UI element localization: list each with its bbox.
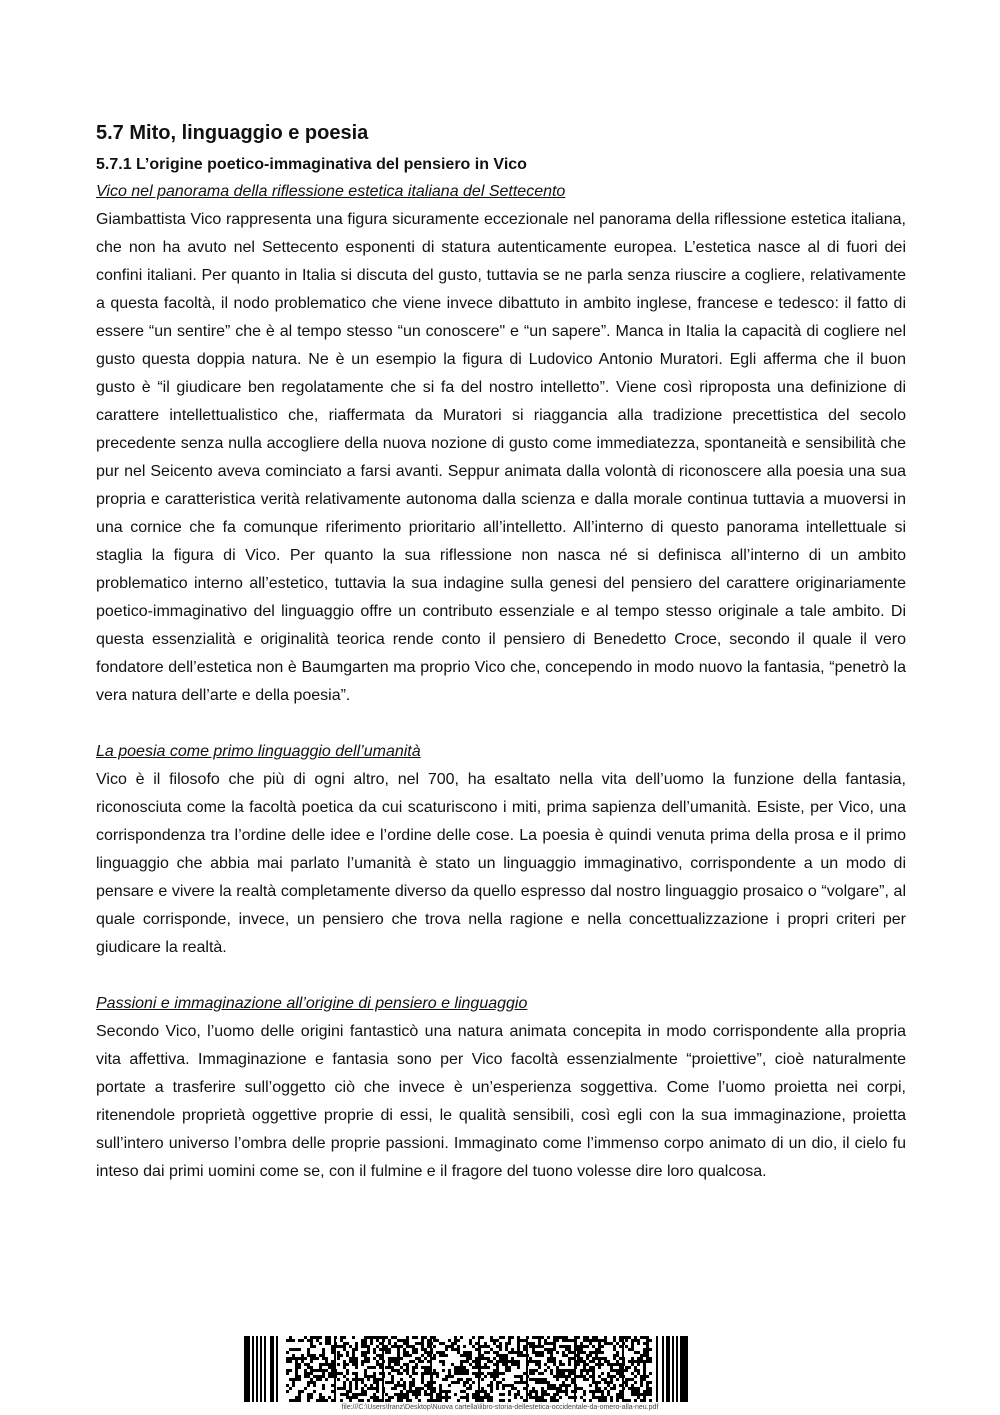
- paragraph-poesia-linguaggio: Vico è il filosofo che più di ogni altro, nel 700, ha esaltato nella vita dell’uomo la funzione della fantasia, riconosciuta come la facoltà poetica da cui scaturiscono i miti, prima sapienza dell’umanità. Esiste, per Vico, una corrispondenza tra l’ordine delle idee e l’ordine delle cose. La poesia è quindi venuta prima della prosa e il primo linguaggio che abbia mai parlato l’umanità è stato un linguaggio immaginativo, corrispondente a un modo di pensare e vivere la realtà completamente diverso da quello espresso dal nostro linguaggio prosaico o “volgare”, al quale corrisponde, invece, un pensiero che trova nella ragione e nella concettualizzazione i propri criteri per giudicare la realtà.: [96, 771, 906, 956]
- subsection-title: 5.7.1 L’origine poetico-immaginativa del pensiero in Vico: [96, 156, 527, 173]
- section-heading-poesia-linguaggio: La poesia come primo linguaggio dell’umanità: [96, 743, 421, 760]
- paragraph-vico-panorama: Giambattista Vico rappresenta una figura sicuramente eccezionale nel panorama della riflessione estetica italiana, che non ha avuto nel Settecento esponenti di statura autenticamente europea. L’estetica nasce al di fuori dei confini italiani. Per quanto in Italia si discuta del gusto, tuttavia se ne parla senza riuscire a cogliere, relativamente a questa facoltà, il nodo problematico che viene invece dibattuto in ambito inglese, francese e tedesco: il fatto di essere “un sentire” che è al tempo stesso “un conoscere" e “un sapere”. Manca in Italia la capacità di cogliere nel gusto questa doppia natura. Ne è un esempio la figura di Ludovico Antonio Muratori. Egli afferma che il buon gusto è “il giudicare ben regolatamente che si fa del nostro intelletto”. Viene così riproposta una definizione di carattere intellettualistico che, riaffermata da Muratori si riaggancia alla tradizione precettistica del secolo precedente senza nulla accogliere della nuova nozione di gusto come immediatezza, spontaneità e sensibilità che pur nel Seicento aveva cominciato a farsi avanti. Seppur animata dalla volontà di riconoscere alla poesia una sua propria e caratteristica verità relativamente autonoma dalla scienza e dalla morale continua tuttavia a muoversi in una cornice che fa comunque riferimento prioritario all’intelletto. All’interno di questo panorama intellettuale si staglia la figura di Vico. Per quanto la sua riflessione non nasca né si definisca all’interno di un ambito problematico interno all’estetico, tuttavia la sua indagine sulla genesi del pensiero del carattere originariamente poetico-immaginativo del linguaggio offre un contributo essenziale e al tempo stesso originale a tale ambito. Di questa essenzialità e originalità teorica rende conto il pensiero di Benedetto Croce, secondo il quale il vero fondatore dell’estetica non è Baumgarten ma proprio Vico che, concependo in modo nuovo la fantasia, “penetrò la vera natura dell’arte e della poesia”.: [96, 211, 906, 704]
- footer-file-path: file:///C:\Users\franz\Desktop\Nuova cartella\libro-storia-dellestetica-occidentale-da-omero-alla-neu.pdf: [341, 1404, 659, 1411]
- barcode-image: [244, 1336, 688, 1402]
- paragraph-gap: [96, 710, 906, 738]
- section-heading-vico-panorama: Vico nel panorama della riflessione estetica italiana del Settecento: [96, 183, 566, 200]
- section-heading-passioni-immaginazione: Passioni e immaginazione all’origine di pensiero e linguaggio: [96, 995, 528, 1012]
- paragraph-gap: [96, 962, 906, 990]
- page-content: [96, 120, 906, 1186]
- paragraph-passioni-immaginazione: Secondo Vico, l’uomo delle origini fantasticò una natura animata concepita in modo corrispondente alla propria vita affettiva. Immaginazione e fantasia sono per Vico facoltà essenzialmente “proiettive”, cioè naturalmente portate a trasferire sull’oggetto ciò che invece è un’esperienza soggettiva. Come l’uomo proietta nei corpi, ritenendole proprietà oggettive proprie di essi, le qualità sensibili, così egli con la sua immaginazione, proietta sull’intero universo l’ombra delle proprie passioni. Immaginato come l’immenso corpo animato di un dio, il cielo fu inteso dai primi uomini come se, con il fulmine e il fragore del tuono volesse dire loro qualcosa.: [96, 1023, 906, 1180]
- section-title: 5.7 Mito, linguaggio e poesia: [96, 122, 369, 144]
